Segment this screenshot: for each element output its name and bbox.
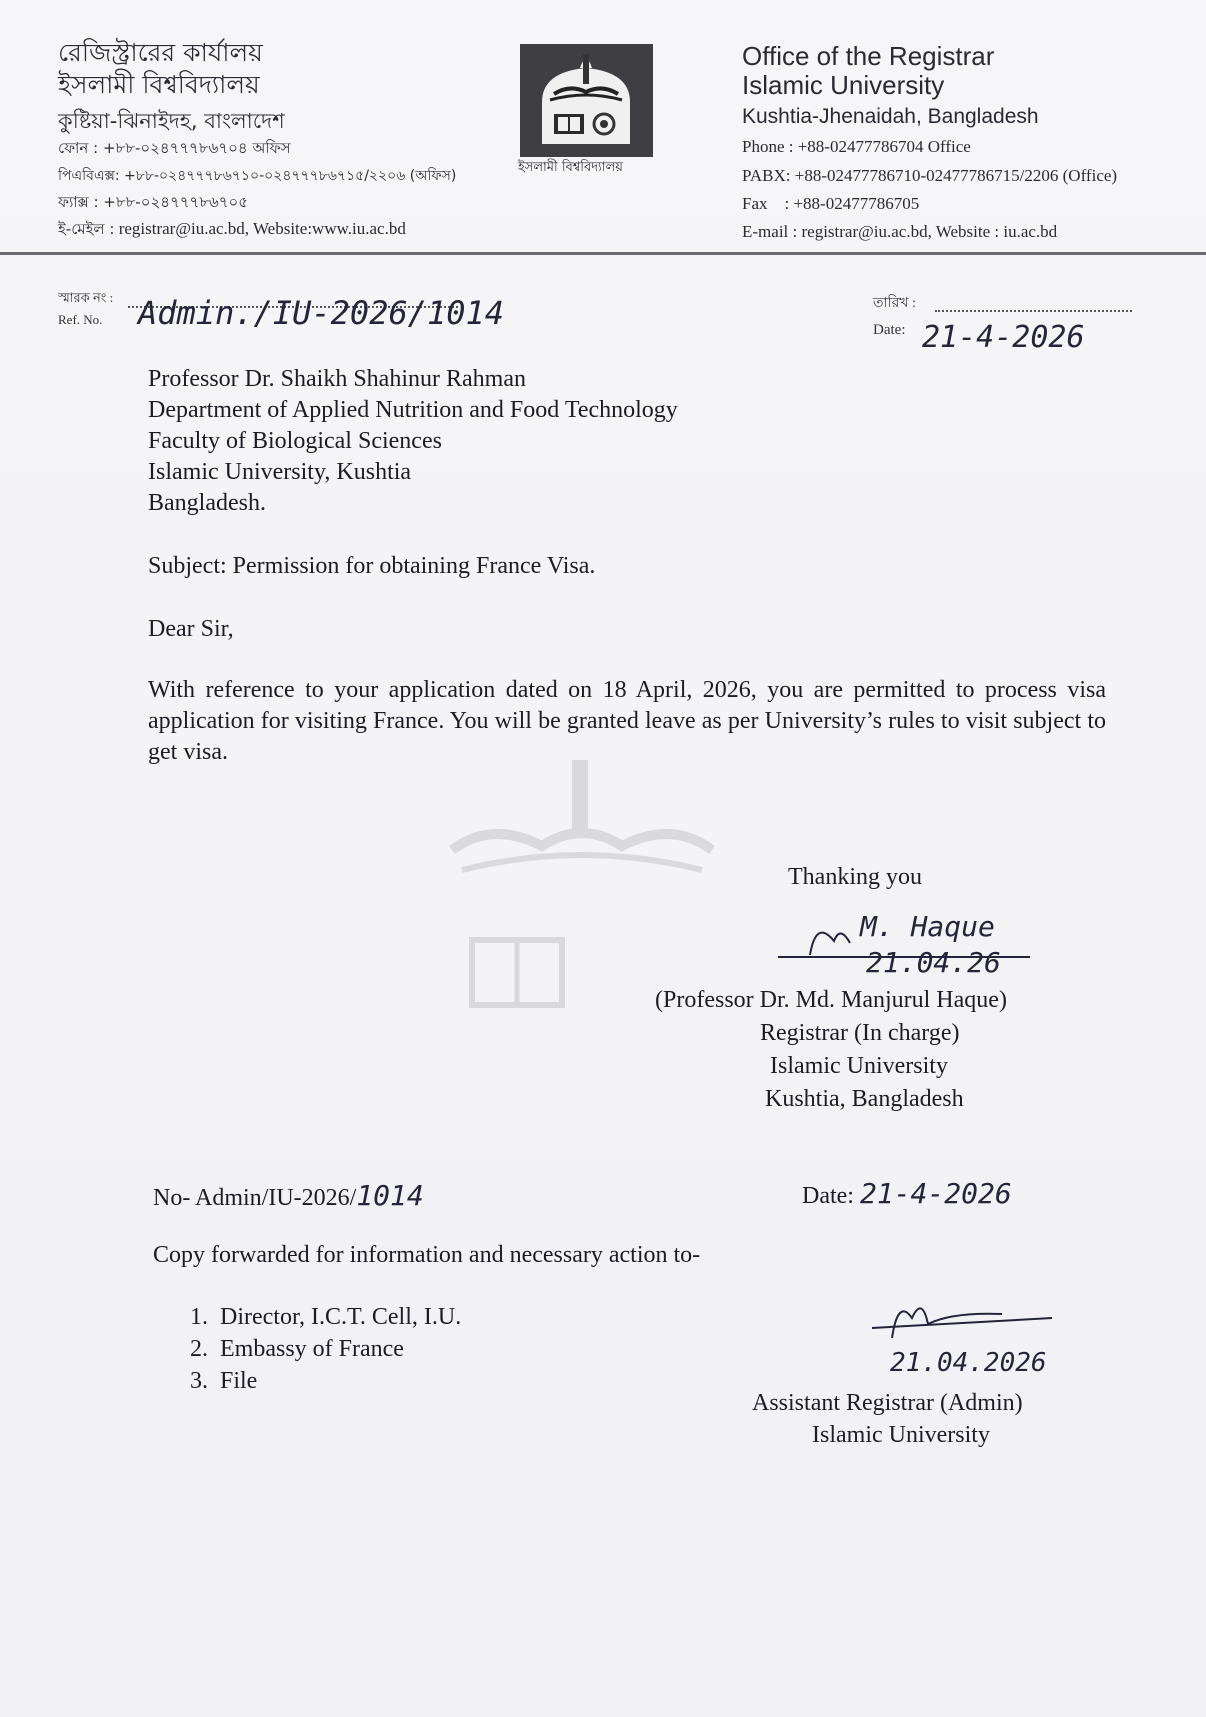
bn-fax: ফ্যাক্স : +৮৮-০২৪৭৭৭৮৬৭০৫ <box>58 193 248 211</box>
bn-office-title: রেজিস্ট্রারের কার্যালয় <box>58 38 263 67</box>
university-logo <box>520 44 653 157</box>
bn-phone: ফোন : +৮৮-০২৪৭৭৭৮৬৭০৪ অফিস <box>58 139 291 157</box>
en-phone: Phone : +88-02477786704 Office <box>742 137 971 156</box>
bn-email-value: registrar@iu.ac.bd, Website:www.iu.ac.bd <box>118 219 406 238</box>
copy-date-label: Date: <box>802 1183 854 1209</box>
recipient-line: Department of Applied Nutrition and Food Technology <box>148 397 678 423</box>
bn-location: কুষ্টিয়া-ঝিনাইদহ, বাংলাদেশ <box>58 109 285 133</box>
watermark-emblem-icon <box>432 760 732 1010</box>
copy-number-prefix: No- Admin/IU-2026/ <box>153 1185 357 1211</box>
en-fax: Fax : +88-02477786705 <box>742 194 920 213</box>
date-value: 21-4-2026 <box>922 320 1085 355</box>
assistant-registrar-title: Assistant Registrar (Admin) <box>752 1390 1023 1416</box>
copy-date-handwritten: 21-4-2026 <box>859 1177 1012 1210</box>
assistant-registrar-signature-icon <box>862 1288 1062 1343</box>
bn-university-name: ইসলামী বিশ্ববিদ্যালয় <box>58 70 260 99</box>
registrar-name: (Professor Dr. Md. Manjurul Haque) <box>655 987 1007 1013</box>
bn-pabx: পিএবিএক্স: +৮৮-০২৪৭৭৭৮৬৭১০-০২৪৭৭৭৮৬৭১৫/২২০৬ (অফিস) <box>58 168 457 184</box>
registrar-location: Kushtia, Bangladesh <box>765 1086 964 1112</box>
recipient-line: Faculty of Biological Sciences <box>148 428 442 454</box>
recipient-line: Islamic University, Kushtia <box>148 459 412 485</box>
registrar-title: Registrar (In charge) <box>760 1020 960 1046</box>
registrar-signature-date: 21.04.26 <box>866 946 1001 979</box>
recipient-line: Bangladesh. <box>148 490 266 516</box>
bn-email-label: ই-মেইল : <box>58 220 115 238</box>
ref-number: Admin./IU-2026/1014 <box>138 294 505 332</box>
copy-number-handwritten: 1014 <box>356 1179 424 1212</box>
forward-text: Copy forwarded for information and necessary action to- <box>153 1242 701 1268</box>
en-office-title: Office of the Registrar <box>742 41 995 71</box>
logo-caption: ইসলামী বিশ্ববিদ্যালয় <box>518 160 623 175</box>
copy-date-line <box>802 1178 1012 1212</box>
forward-recipient: 1. Director, I.C.T. Cell, I.U. <box>190 1304 462 1330</box>
date-en-label: Date: <box>873 322 906 338</box>
assistant-registrar-university: Islamic University <box>812 1422 990 1448</box>
en-university-name: Islamic University <box>742 70 945 100</box>
en-email: E-mail : registrar@iu.ac.bd, Website : iu.ac.bd <box>742 222 1058 241</box>
assistant-registrar-signature-date: 21.04.2026 <box>890 1348 1047 1378</box>
date-bn-label: তারিখ : <box>873 296 916 311</box>
closing-text: Thanking you <box>788 864 922 890</box>
ref-en-label: Ref. No. <box>58 312 103 327</box>
registrar-signature-name: M. Haque <box>860 910 995 943</box>
registrar-university: Islamic University <box>770 1053 948 1079</box>
en-location: Kushtia-Jhenaidah, Bangladesh <box>742 105 1039 128</box>
salutation: Dear Sir, <box>148 616 234 642</box>
en-pabx: PABX: +88-02477786710-02477786715/2206 (Office) <box>742 166 1118 185</box>
forward-recipient: 2. Embassy of France <box>190 1336 404 1362</box>
recipient-line: Professor Dr. Shaikh Shahinur Rahman <box>148 366 526 392</box>
university-emblem-icon <box>520 44 653 157</box>
ref-bn-label: স্মারক নং : <box>58 290 114 305</box>
body-paragraph: With reference to your application dated on 18 April, 2026, you are permitted to process visa application for visiting France. You will be granted leave as per University’s rules to visit subject to get visa. <box>148 677 1106 765</box>
subject-line: Subject: Permission for obtaining France Visa. <box>148 553 596 579</box>
copy-number-line <box>153 1180 424 1214</box>
header-divider <box>0 252 1206 255</box>
bn-email-line <box>58 218 406 239</box>
forward-recipient: 3. File <box>190 1368 258 1394</box>
date-dotted-line <box>935 310 1132 312</box>
